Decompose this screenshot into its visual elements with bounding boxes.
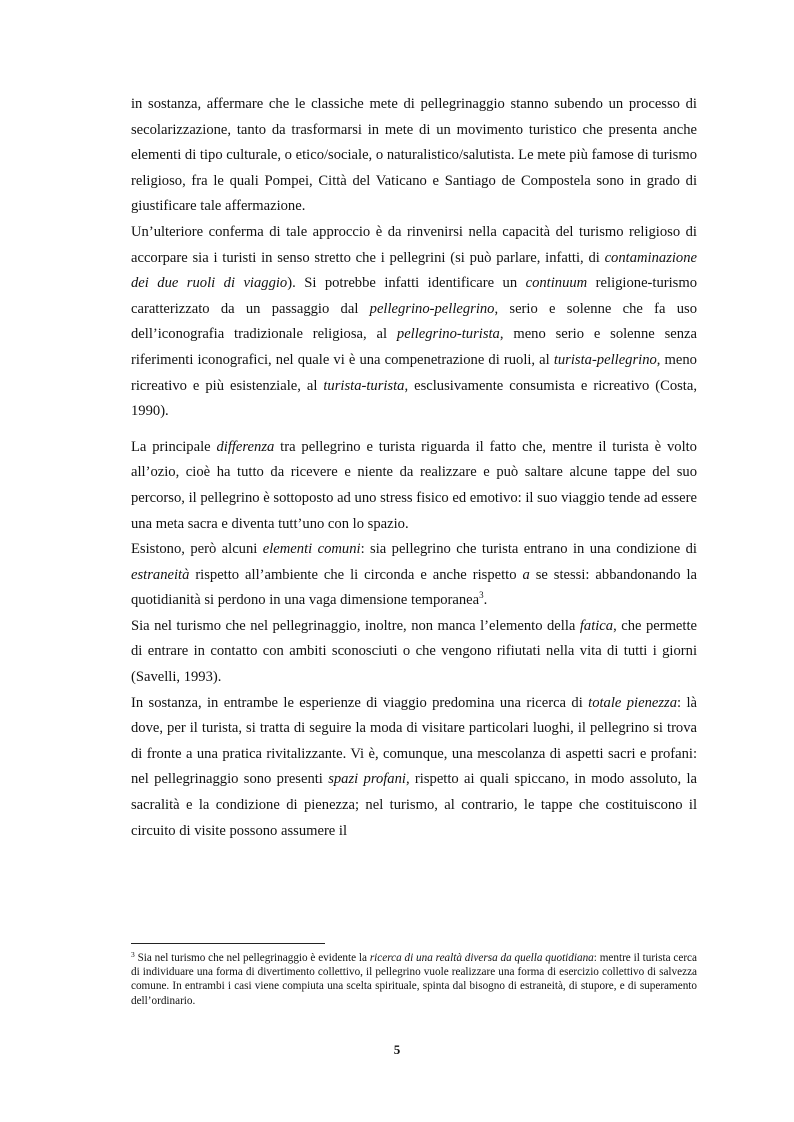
paragraph-gap bbox=[131, 425, 697, 435]
italic-text: a bbox=[522, 566, 530, 583]
text-run: , serio e solenne che fa uso dell’iconografia tradizionale religiosa, al bbox=[131, 300, 697, 343]
italic-text: pellegrino-turista bbox=[396, 326, 500, 343]
text-run: ). Si potrebbe infatti identificare un bbox=[287, 275, 526, 292]
paragraph bbox=[131, 92, 697, 220]
text-run: : mentre il turista cerca di individuare una forma di divertimento collettivo, il pellegrino vuole realizzare una forma di esercizio collettivo di salvezza comune. In entrambi i casi viene compiuta una scelta spirituale, spinta dal bisogno di estraneità, di stupore, e di superamento dell’ordinario. bbox=[131, 952, 697, 1007]
text-run: : sia pellegrino che turista entrano in una condizione di bbox=[360, 541, 697, 558]
text-run: Sia nel turismo che nel pellegrinaggio, inoltre, non manca l’elemento della bbox=[131, 617, 580, 634]
text-run: La principale bbox=[131, 438, 217, 455]
italic-text: elementi comuni bbox=[262, 541, 361, 558]
text-run: tra pellegrino e turista riguarda il fatto che, mentre il turista è volto all’ozio, cioè ha tutto da ricevere e niente da realizzare e può saltare alcune tappe del suo percorso, il pellegrino è sottoposto ad uno stress fisico ed emotivo: il suo viaggio tende ad essere una meta sacra e diventa tutt’uno con lo spazio. bbox=[131, 438, 697, 532]
italic-text: spazi profani bbox=[328, 771, 406, 788]
paragraph bbox=[131, 220, 697, 425]
footnote bbox=[131, 951, 697, 1008]
paragraph bbox=[131, 691, 697, 845]
paragraph bbox=[131, 614, 697, 691]
text-run: Esistono, però alcuni bbox=[131, 541, 263, 558]
text-run: , che permette di entrare in contatto con ambiti sconosciuti o che vengono rifiutati nella vita di tutti i giorni (Savelli, 1993). bbox=[131, 617, 698, 686]
text-run: in sostanza, affermare che le classiche mete di pellegrinaggio stanno subendo un processo di secolarizzazione, tanto da trasformarsi in mete di un movimento turistico che presenta anche elementi di tipo culturale, o etico/sociale, o naturalistico/salutista. Le mete più famose di turismo religioso, fra le quali Pompei, Città del Vaticano e Santiago de Compostela sono in grado di giustificare tale affermazione. bbox=[131, 96, 697, 215]
text-run: : là dove, per il turista, si tratta di seguire la moda di visitare particolari luoghi, il pellegrino si trova di fronte a una pratica rivitalizzante. Vi è, comunque, una mescolanza di aspetti sacri e profani: nel pellegrinaggio sono presenti bbox=[131, 694, 697, 788]
italic-text: differenza bbox=[216, 438, 275, 455]
text-run: religione-turismo caratterizzato da un passaggio dal bbox=[131, 275, 697, 317]
body-text bbox=[131, 92, 697, 844]
text-run: se stessi: abbandonando la quotidianità si perdono in una vaga dimensione temporanea bbox=[131, 566, 697, 609]
text-run: Sia nel turismo che nel pellegrinaggio è evidente la bbox=[134, 952, 370, 964]
text-run: rispetto all’ambiente che li circonda e anche rispetto bbox=[189, 566, 523, 583]
text-run: , rispetto ai quali spiccano, in modo assoluto, la sacralità e la condizione di pienezza; nel turismo, al contrario, le tappe che costituiscono il circuito di visite possono assumere il bbox=[131, 771, 697, 839]
text-run: , esclusivamente consumista e ricreativo (Costa, 1990). bbox=[131, 377, 697, 420]
page-number: 5 bbox=[393, 1042, 401, 1057]
italic-text: totale pienezza bbox=[588, 694, 678, 711]
text-run: , meno ricreativo e più esistenziale, al bbox=[131, 351, 697, 394]
text-run: . bbox=[483, 592, 488, 609]
text-run: In sostanza, in entrambe le esperienze di viaggio predomina una ricerca di bbox=[131, 694, 589, 711]
footnote-reference: 3 bbox=[131, 950, 135, 959]
footnote-separator bbox=[131, 943, 325, 944]
italic-text: pellegrino-pellegrino bbox=[369, 300, 495, 317]
italic-text: fatica bbox=[579, 617, 614, 634]
italic-text: turista-pellegrino bbox=[553, 351, 657, 368]
paragraph bbox=[131, 537, 697, 614]
italic-text: turista-turista bbox=[323, 377, 405, 394]
paragraph bbox=[131, 435, 697, 537]
italic-text: estraneità bbox=[131, 566, 190, 583]
italic-text: continuum bbox=[525, 275, 588, 292]
footnote-reference: 3 bbox=[479, 590, 484, 601]
text-run: , meno serio e solenne senza riferimenti iconografici, nel quale vi è una compenetrazione di ruoli, al bbox=[131, 326, 697, 368]
text-run: Un’ulteriore conferma di tale approccio è da rinvenirsi nella capacità del turismo religioso di accorpare sia i turisti in senso stretto che i pellegrini (si può parlare, infatti, di bbox=[131, 223, 697, 266]
italic-text: ricerca di una realtà diversa da quella quotidiana bbox=[369, 952, 594, 964]
italic-text: contaminazione dei due ruoli di viaggio bbox=[131, 249, 697, 292]
